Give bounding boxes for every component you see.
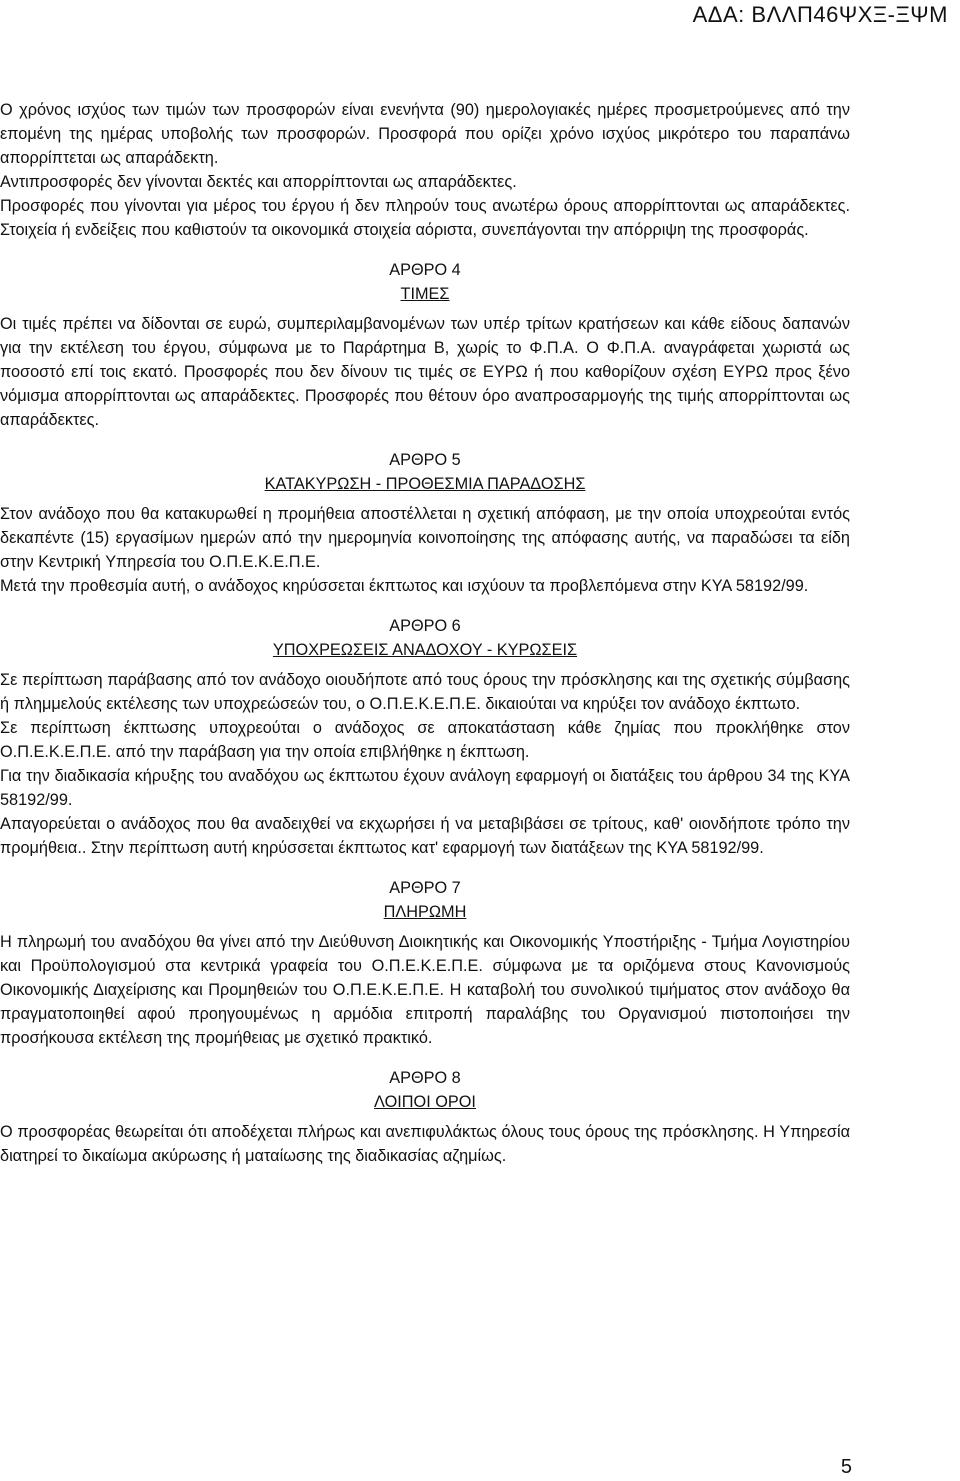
article-title	[0, 472, 850, 496]
article-heading: ΑΡΘΡΟ 8	[389, 1069, 461, 1087]
article-title	[0, 282, 850, 306]
article-heading: ΑΡΘΡΟ 4	[389, 261, 461, 279]
paragraph: Απαγορεύεται ο ανάδοχος που θα αναδειχθεί να εκχωρήσει ή να μεταβιβάσει σε τρίτους, καθ' οιονδήποτε τρόπο την προμήθεια.. Στην περίπτωση αυτή κηρύσσεται έκπτωτος κατ' εφαρμογή των διατάξεων της ΚΥΑ 58192/99.	[0, 815, 850, 857]
article-title	[0, 638, 850, 662]
article-title-text: ΚΑΤΑΚΥΡΩΣΗ - ΠΡΟΘΕΣΜΙΑ ΠΑΡΑΔΟΣΗΣ	[264, 475, 586, 493]
paragraph: Ο χρόνος ισχύος των τιμών των προσφορών είναι ενενήντα (90) ημερολογιακές ημέρες προσμετρούμενες από την επομένη της ημέρας υποβολής των προσφορών. Προσφορά που ορίζει χρόνο ισχύος μικρότερο του παραπάνω απορρίπτεται ως απαράδεκτη.	[0, 101, 850, 167]
paragraph: Για την διαδικασία κήρυξης του αναδόχου ως έκπτωτου έχουν ανάλογη εφαρμογή οι διατάξεις του άρθρου 34 της ΚΥΑ 58192/99.	[0, 767, 850, 809]
article-title-text: ΥΠΟΧΡΕΩΣΕΙΣ ΑΝΑΔΟΧΟΥ - ΚΥΡΩΣΕΙΣ	[272, 641, 578, 659]
article-title-text: ΤΙΜΕΣ	[400, 285, 450, 303]
article-title-text: ΠΛΗΡΩΜΗ	[383, 903, 467, 921]
paragraph: Σε περίπτωση έκπτωσης υποχρεούται ο ανάδοχος σε αποκατάσταση κάθε ζημίας που προκλήθηκε στον Ο.Π.Ε.Κ.Ε.Π.Ε. από την παράβαση για την οποία επιβλήθηκε η έκπτωση.	[0, 719, 850, 761]
paragraph: Μετά την προθεσμία αυτή, ο ανάδοχος κηρύσσεται έκπτωτος και ισχύουν τα προβλεπόμενα στην ΚΥΑ 58192/99.	[0, 577, 809, 595]
article-heading: ΑΡΘΡΟ 6	[389, 617, 461, 635]
ada-code: ΑΔΑ: ΒΛΛΠ46ΨΧΞ-ΞΨΜ	[692, 2, 948, 27]
paragraph: Ο προσφορέας θεωρείται ότι αποδέχεται πλήρως και ανεπιφυλάκτως όλους τους όρους της πρόσκλησης. Η Υπηρεσία διατηρεί το δικαίωμα ακύρωσης ή ματαίωσης της διαδικασίας αζημίως.	[0, 1123, 850, 1165]
paragraph: Οι τιμές πρέπει να δίδονται σε ευρώ, συμπεριλαμβανομένων των υπέρ τρίτων κρατήσεων και κάθε είδους δαπανών για την εκτέλεση του έργου, σύμφωνα με το Παράρτημα Β, χωρίς το Φ.Π.Α. Ο Φ.Π.Α. αναγράφεται χωριστά ως ποσοστό επί τοις εκατό. Προσφορές που δεν δίνουν τις τιμές σε ΕΥΡΩ ή που καθορίζουν σχέση ΕΥΡΩ προς ξένο νόμισμα απορρίπτονται ως απαράδεκτες. Προσφορές που θέτουν όρο αναπροσαρμογής της τιμής απορρίπτονται ως απαράδεκτες.	[0, 315, 850, 429]
paragraph: Προσφορές που γίνονται για μέρος του έργου ή δεν πληρούν τους ανωτέρω όρους απορρίπτονται ως απαράδεκτες. Στοιχεία ή ενδείξεις που καθιστούν τα οικονομικά στοιχεία αόριστα, συνεπάγονται την απόρριψη της προσφοράς.	[0, 197, 850, 239]
article-heading: ΑΡΘΡΟ 5	[389, 451, 461, 469]
page-number: 5	[840, 1456, 852, 1478]
article-title	[0, 1090, 850, 1114]
paragraph: Σε περίπτωση παράβασης από τον ανάδοχο οιουδήποτε από τους όρους την πρόσκλησης και της σχετικής σύμβασης ή πλημμελούς εκτέλεσης των υποχρεώσεών του, ο Ο.Π.Ε.Κ.Ε.Π.Ε. δικαιούται να κηρύξει τον ανάδοχο έκπτωτο.	[0, 671, 850, 713]
article-heading: ΑΡΘΡΟ 7	[389, 879, 461, 897]
paragraph: Η πληρωμή του αναδόχου θα γίνει από την Διεύθυνση Διοικητικής και Οικονομικής Υποστήριξης - Τμήμα Λογιστηρίου και Προϋπολογισμού στα κεντρικά γραφεία του Ο.Π.Ε.Κ.Ε.Π.Ε. σύμφωνα με τα οριζόμενα στους Κανονισμούς Οικονομικής Διαχείρισης και Προμηθειών του Ο.Π.Ε.Κ.Ε.Π.Ε. Η καταβολή του συνολικού τιμήματος στον ανάδοχο θα πραγματοποιηθεί αφού προηγουμένως η αρμόδια επιτροπή παραλάβης του Οργανισμού πιστοποιήσει την προσήκουσα εκτέλεση της προμήθειας με σχετικό πρακτικό.	[0, 933, 850, 1047]
document-body	[0, 98, 850, 1168]
paragraph: Στον ανάδοχο που θα κατακυρωθεί η προμήθεια αποστέλλεται η σχετική απόφαση, με την οποία υποχρεούται εντός δεκαπέντε (15) εργασίμων ημερών από την ημερομηνία κοινοποίησης της απόφασης αυτής, να παραδώσει τα είδη στην Κεντρική Υπηρεσία του Ο.Π.Ε.Κ.Ε.Π.Ε.	[0, 505, 850, 571]
paragraph: Αντιπροσφορές δεν γίνονται δεκτές και απορρίπτονται ως απαράδεκτες.	[0, 173, 517, 191]
article-title-text: ΛΟΙΠΟΙ ΟΡΟΙ	[374, 1093, 476, 1111]
article-title	[0, 900, 850, 924]
